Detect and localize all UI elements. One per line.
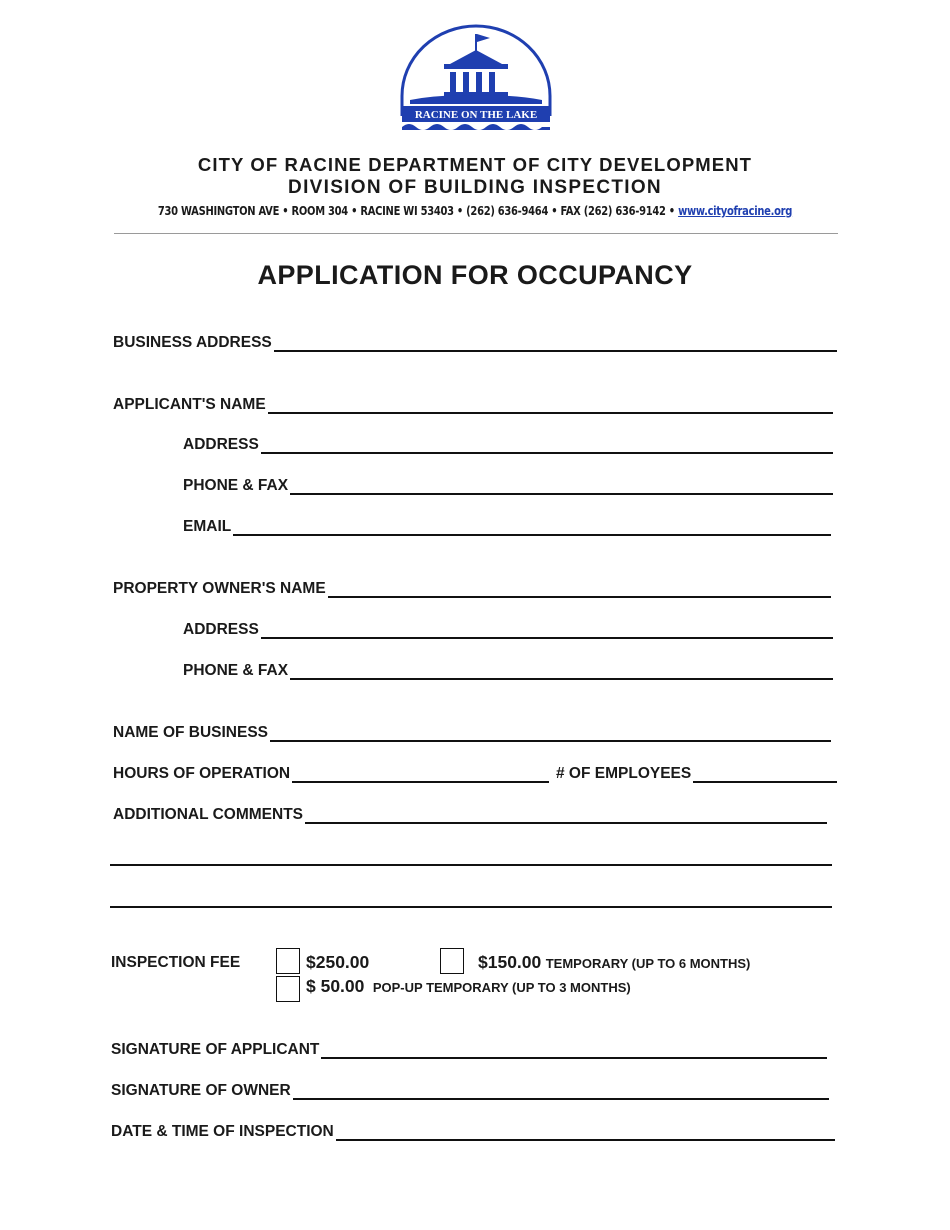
department-heading: CITY OF RACINE DEPARTMENT OF CITY DEVELOPMENT xyxy=(197,154,753,175)
applicant-address-row xyxy=(183,436,833,454)
employees-row xyxy=(556,765,837,783)
inspection-datetime-label: DATE & TIME OF INSPECTION xyxy=(111,1123,334,1140)
applicant-address-field[interactable] xyxy=(261,438,833,454)
signature-applicant-field[interactable] xyxy=(321,1043,827,1059)
inspection-datetime-field[interactable] xyxy=(336,1125,835,1141)
comments-field[interactable] xyxy=(305,808,827,824)
hours-field[interactable] xyxy=(292,767,549,783)
applicant-name-label: APPLICANT'S NAME xyxy=(113,396,266,413)
employees-field[interactable] xyxy=(693,767,837,783)
fee-150-note: TEMPORARY (UP TO 6 MONTHS) xyxy=(545,956,751,971)
business-name-label: NAME OF BUSINESS xyxy=(113,724,269,741)
business-address-row xyxy=(113,334,837,352)
owner-name-row xyxy=(113,580,831,598)
owner-address-field[interactable] xyxy=(261,623,833,639)
comments-label: ADDITIONAL COMMENTS xyxy=(113,806,304,823)
signature-applicant-label: SIGNATURE OF APPLICANT xyxy=(111,1041,320,1058)
applicant-email-row xyxy=(183,518,831,536)
contact-line xyxy=(38,204,912,218)
division-heading: DIVISION OF BUILDING INSPECTION xyxy=(288,177,662,198)
comments-line-3[interactable] xyxy=(110,906,832,908)
website-link[interactable]: www.cityofracine.org xyxy=(678,204,793,218)
hours-label: HOURS OF OPERATION xyxy=(113,765,291,782)
business-address-label: BUSINESS ADDRESS xyxy=(113,334,272,351)
owner-address-row xyxy=(183,621,833,639)
fee-50-checkbox[interactable] xyxy=(276,976,300,1002)
business-name-field[interactable] xyxy=(270,726,831,742)
employees-label: # OF EMPLOYEES xyxy=(556,765,692,782)
applicant-address-label: ADDRESS xyxy=(183,436,259,453)
applicant-name-row xyxy=(113,396,833,414)
owner-name-label: PROPERTY OWNER'S NAME xyxy=(113,580,326,597)
business-address-field[interactable] xyxy=(274,336,837,352)
applicant-phone-label: PHONE & FAX xyxy=(183,477,289,494)
inspection-fee-label: INSPECTION FEE xyxy=(111,954,241,971)
signature-owner-row xyxy=(111,1082,829,1100)
comments-line-2[interactable] xyxy=(110,864,832,866)
owner-address-label: ADDRESS xyxy=(183,621,259,638)
hours-row xyxy=(113,765,549,783)
applicant-email-field[interactable] xyxy=(233,520,831,536)
fee-150-amount: $150.00 xyxy=(478,952,542,972)
racine-on-the-lake-logo xyxy=(400,24,552,136)
form-title: APPLICATION FOR OCCUPANCY xyxy=(257,260,693,290)
owner-name-field[interactable] xyxy=(328,582,831,598)
inspection-datetime-row xyxy=(111,1123,835,1141)
fee-150-checkbox[interactable] xyxy=(440,948,464,974)
fee-50-note: POP-UP TEMPORARY (UP TO 3 MONTHS) xyxy=(372,980,631,995)
business-name-row xyxy=(113,724,831,742)
signature-owner-label: SIGNATURE OF OWNER xyxy=(111,1082,291,1099)
comments-row xyxy=(113,806,827,824)
fee-50-option xyxy=(306,976,631,997)
applicant-name-field[interactable] xyxy=(268,398,833,414)
applicant-email-label: EMAIL xyxy=(183,518,232,535)
owner-phone-label: PHONE & FAX xyxy=(183,662,289,679)
owner-phone-field[interactable] xyxy=(290,664,833,680)
signature-applicant-row xyxy=(111,1041,827,1059)
header-divider xyxy=(114,233,838,234)
signature-owner-field[interactable] xyxy=(293,1084,829,1100)
fee-50-amount: $ 50.00 xyxy=(306,976,365,996)
contact-text: 730 WASHINGTON AVE • ROOM 304 • RACINE WI 53403 • (262) 636-9464 • FAX (262) 636-9142 • xyxy=(157,204,675,218)
applicant-phone-field[interactable] xyxy=(290,479,833,495)
fee-250-amount: $250.00 xyxy=(306,952,370,972)
fee-250-checkbox[interactable] xyxy=(276,948,300,974)
applicant-phone-row xyxy=(183,477,833,495)
logo-text: RACINE ON THE LAKE xyxy=(414,109,538,121)
owner-phone-row xyxy=(183,662,833,680)
fee-150-option xyxy=(478,952,750,973)
